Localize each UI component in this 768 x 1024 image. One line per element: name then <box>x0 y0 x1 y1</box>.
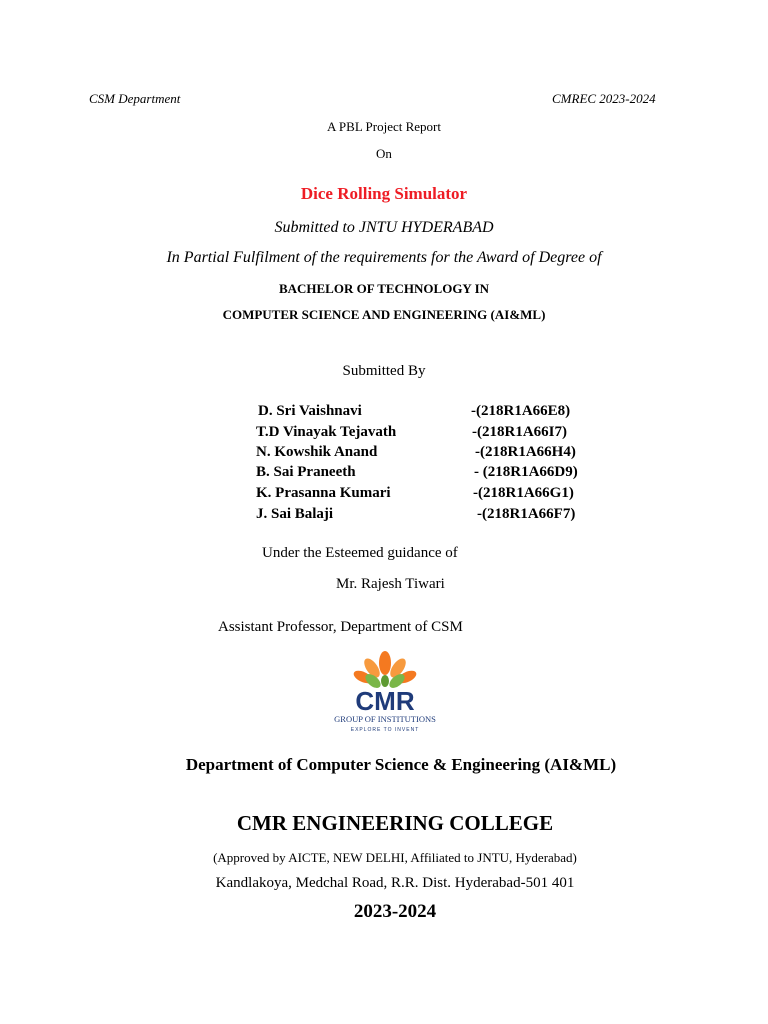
member-name: J. Sai Balaji <box>256 506 334 522</box>
logo-tagline-text: EXPLORE TO INVENT <box>350 727 420 733</box>
submitted-by-label: Submitted By <box>342 363 426 379</box>
logo-main-text: CMR <box>355 686 415 716</box>
member-roll: -(218R1A66E8) <box>471 403 571 419</box>
flower-icon <box>352 651 418 691</box>
member-name: B. Sai Praneeth <box>256 464 356 480</box>
college-name: CMR ENGINEERING COLLEGE <box>236 811 554 835</box>
member-name: K. Prasanna Kumari <box>256 485 391 501</box>
member-roll: -(218R1A66F7) <box>477 506 576 522</box>
member-roll: -(218R1A66I7) <box>472 424 567 440</box>
member-roll: -(218R1A66G1) <box>473 485 574 501</box>
member-name: T.D Vinayak Tejavath <box>256 424 397 440</box>
guide-designation: Assistant Professor, Department of CSM <box>218 619 463 635</box>
guide-name: Mr. Rajesh Tiwari <box>336 576 445 592</box>
department-name: Department of Computer Science & Engineering (AI&ML) <box>185 755 617 774</box>
header-department: CSM Department <box>89 91 181 106</box>
fulfilment-statement: In Partial Fulfilment of the requirements for the Award of Degree of <box>166 249 602 266</box>
cmr-logo <box>318 648 452 734</box>
member-name: D. Sri Vaishnavi <box>258 403 362 419</box>
report-type: A PBL Project Report <box>327 119 441 134</box>
header-college-year: CMREC 2023-2024 <box>552 91 656 106</box>
member-roll: -(218R1A66H4) <box>475 444 576 460</box>
academic-year: 2023-2024 <box>353 901 437 922</box>
submitted-to: Submitted to JNTU HYDERABAD <box>274 219 494 236</box>
member-roll: - (218R1A66D9) <box>474 464 578 480</box>
college-address: Kandlakoya, Medchal Road, R.R. Dist. Hyderabad-501 401 <box>215 875 575 891</box>
logo-group-text: GROUP OF INSTITUTIONS <box>334 714 436 724</box>
degree-name: BACHELOR OF TECHNOLOGY IN <box>278 281 490 296</box>
branch-name: COMPUTER SCIENCE AND ENGINEERING (AI&ML) <box>222 307 546 322</box>
project-title: Dice Rolling Simulator <box>300 184 468 203</box>
approval-statement: (Approved by AICTE, NEW DELHI, Affiliated to JNTU, Hyderabad) <box>213 850 577 865</box>
member-name: N. Kowshik Anand <box>256 444 378 460</box>
guidance-label: Under the Esteemed guidance of <box>262 545 458 561</box>
report-on: On <box>376 146 392 161</box>
